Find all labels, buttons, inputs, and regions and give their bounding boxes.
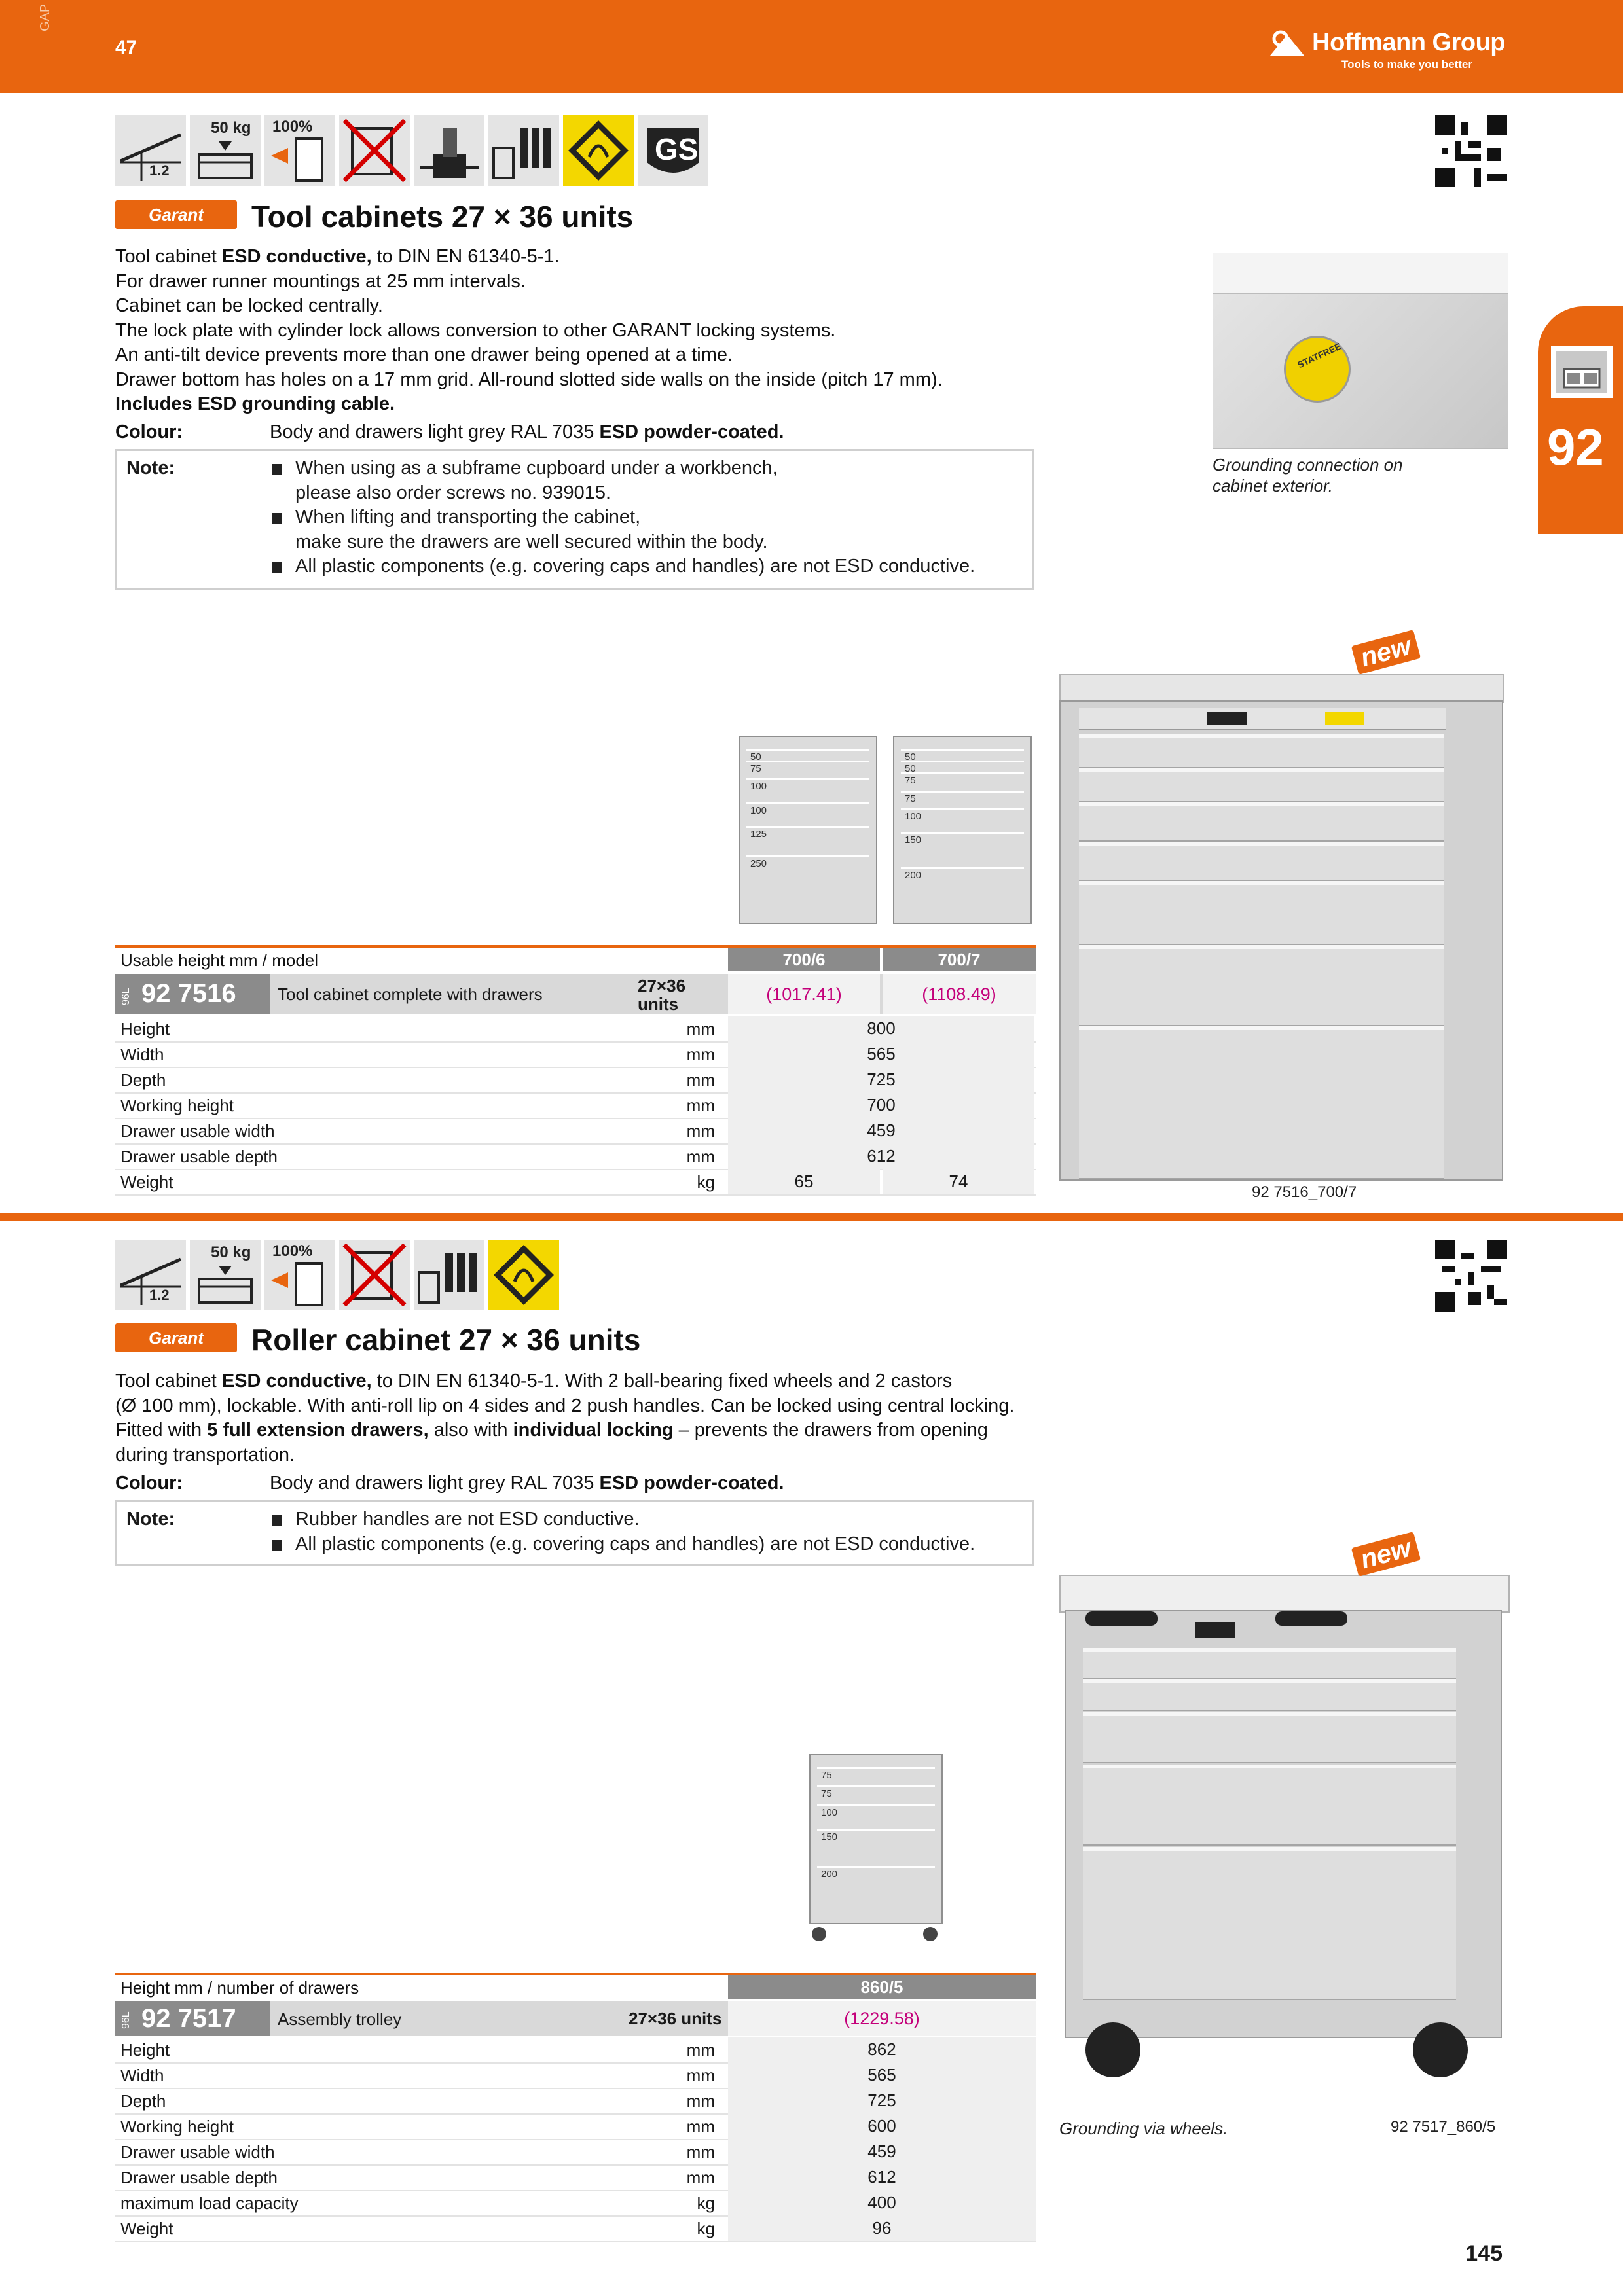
- note-item: Rubber handles are not ESD conductive.: [272, 1507, 975, 1532]
- drawer-line: [817, 1866, 935, 1868]
- cabinet-diagram-700-7: [893, 736, 1032, 924]
- page-header: [0, 0, 1623, 93]
- row-unit: kg: [697, 2193, 715, 2213]
- gs-certification-icon: [638, 115, 708, 186]
- row-label: Drawer usable width: [120, 2142, 275, 2162]
- feature-icons-2: [115, 1240, 559, 1310]
- table-row: [115, 2139, 1036, 2166]
- table-row: [115, 1118, 1036, 1145]
- hoffmann-logo-icon: [1269, 29, 1305, 57]
- drawer-line: [817, 1804, 935, 1806]
- row-unit: mm: [686, 2168, 715, 2187]
- anti-tilt-icon: [339, 1240, 410, 1310]
- table-row: [115, 1143, 1036, 1170]
- row-value: 565: [728, 1041, 1034, 1067]
- drawer-line: [901, 832, 1024, 834]
- row-label: maximum load capacity: [120, 2193, 299, 2213]
- price: (1017.41): [728, 974, 880, 1014]
- row-label: Width: [120, 2066, 164, 2085]
- drawer-height-label: 125: [750, 828, 767, 840]
- drawer-line: [817, 1829, 935, 1831]
- row-value: 65: [728, 1169, 880, 1194]
- side-tag: GAP: [38, 3, 52, 31]
- row-unit: mm: [686, 2091, 715, 2111]
- header-page-number: 47: [115, 37, 137, 58]
- full-extension-icon: 100%: [264, 115, 335, 186]
- drawer-height-label: 200: [821, 1868, 838, 1880]
- row-value: 459: [728, 1118, 1034, 1143]
- drawer-height-label: 100: [821, 1806, 838, 1818]
- row-unit: mm: [686, 1070, 715, 1090]
- article-number: 92 7516: [141, 979, 236, 1008]
- tilt-icon: 1.2: [115, 115, 186, 186]
- svg-text:GS: GS: [655, 132, 699, 166]
- table-row: [115, 2037, 1036, 2064]
- esd-icon: [563, 115, 634, 186]
- description-line: Drawer bottom has holes on a 17 mm grid. All-round slotted side walls on the inside (pitch 17 mm).: [115, 368, 943, 390]
- row-unit: kg: [697, 1172, 715, 1192]
- page-number: 145: [1465, 2241, 1503, 2266]
- spec-table-927517: Height mm / number of drawers 860/5 96L 92 7517 Assembly trolley 27×36 units (1229.58) Height mm 862 Width mm 565 Depth mm 725 Working height mm 600 Drawer usable width mm 459 Drawer usable depth mm 612 maximum load capacity kg 400 Weight kg 96: [115, 1973, 1036, 2248]
- row-label: Drawer usable depth: [120, 1147, 278, 1166]
- drawer-height-label: 150: [821, 1831, 838, 1843]
- description-line: The lock plate with cylinder lock allows conversion to other GARANT locking systems.: [115, 319, 836, 341]
- section2-notes: [272, 1507, 975, 1556]
- drawer-height-label: 75: [821, 1770, 832, 1781]
- drawer-line: [746, 749, 869, 751]
- description-line: Includes ESD grounding cable.: [115, 393, 395, 414]
- section1-title: Tool cabinets 27 × 36 units: [251, 200, 634, 234]
- table-row: [115, 2062, 1036, 2089]
- article-number: 92 7517: [141, 2004, 236, 2033]
- drawer-line: [746, 761, 869, 762]
- drawer-height-label: 50: [905, 751, 916, 762]
- new-badge: new: [1351, 1532, 1421, 1577]
- drawer-height-label: 75: [905, 775, 916, 787]
- esd-icon: [488, 1240, 559, 1310]
- drawer-line: [901, 749, 1024, 751]
- section1-note-box: Note: When using as a subframe cupboard under a workbench, please also order screws no. 939015. When lifting and transporting the cabinet, make sure the drawers are well secured within the body. All plastic components (e.g. covering caps and handles) are not ESD conductive.: [115, 449, 1034, 590]
- note-item: All plastic components (e.g. covering caps and handles) are not ESD conductive.: [272, 554, 975, 579]
- row-unit: mm: [686, 2066, 715, 2085]
- note-item: When using as a subframe cupboard under a workbench, please also order screws no. 939015.: [272, 456, 975, 505]
- drawer-line: [746, 855, 869, 857]
- qr-code-icon[interactable]: [1435, 115, 1507, 187]
- row-value: 600: [728, 2113, 1036, 2139]
- figure-id-2: 92 7517_860/5: [1391, 2118, 1496, 2136]
- brand-name: Hoffmann Group: [1312, 29, 1505, 56]
- row-label: Drawer usable depth: [120, 2168, 278, 2187]
- garant-badge: Garant: [115, 200, 237, 229]
- drawer-line: [901, 761, 1024, 762]
- row-value: 565: [728, 2062, 1036, 2088]
- row-unit: mm: [686, 2040, 715, 2060]
- drawer-line: [901, 867, 1024, 869]
- row-value: 700: [728, 1092, 1034, 1118]
- section-divider: [0, 1213, 1623, 1221]
- section1-notes: [272, 456, 975, 579]
- feature-icons-1: [115, 115, 708, 186]
- roller-cabinet-diagram: [809, 1754, 943, 1924]
- central-lock-icon: [414, 115, 484, 186]
- section2-title: Roller cabinet 27 × 36 units: [251, 1323, 641, 1357]
- drawer-height-label: 75: [821, 1788, 832, 1800]
- drawer-line: [817, 1785, 935, 1787]
- drawer-line: [746, 826, 869, 828]
- row-value: 612: [728, 1143, 1034, 1169]
- table-row: [115, 2190, 1036, 2217]
- row-label: Weight: [120, 2219, 173, 2238]
- wheel-icon: [923, 1927, 938, 1941]
- drawer-height-label: 100: [750, 781, 767, 793]
- cabinet-icon: [1551, 346, 1613, 398]
- individual-lock-icon: [414, 1240, 484, 1310]
- table-row: [115, 1092, 1036, 1119]
- row-value: 725: [728, 2088, 1036, 2113]
- row-label: Depth: [120, 1070, 166, 1090]
- chapter-tab[interactable]: [1538, 306, 1623, 534]
- row-label: Drawer usable width: [120, 1121, 275, 1141]
- row-label: Working height: [120, 2117, 234, 2136]
- drawer-line: [746, 802, 869, 804]
- description-line: Tool cabinet ESD conductive, to DIN EN 61340-5-1.: [115, 246, 560, 267]
- garant-badge: Garant: [115, 1323, 237, 1352]
- drawer-line: [901, 772, 1024, 774]
- row-label: Height: [120, 2040, 170, 2060]
- row-value: 74: [883, 1169, 1034, 1194]
- row-unit: mm: [686, 2142, 715, 2162]
- row-unit: mm: [686, 1147, 715, 1166]
- drawer-line: [901, 791, 1024, 793]
- drawer-height-label: 150: [905, 834, 922, 846]
- tilt-icon: 1.2: [115, 1240, 186, 1310]
- spec-table-927516: Usable height mm / model 700/6 700/7 96L 92 7516 Tool cabinet complete with drawers 27×36 units (1017.41) (1108.49) Height mm 800 Width mm 565 Depth mm 725 Working height mm 700 Drawer usable width mm 459 Drawer usable depth mm 612 Weight kg 65 74: [115, 945, 1036, 1198]
- row-value: 800: [728, 1016, 1034, 1041]
- row-unit: mm: [686, 1045, 715, 1064]
- drawer-line: [901, 808, 1024, 810]
- note-item: When lifting and transporting the cabinet, make sure the drawers are well secured within the body.: [272, 505, 975, 554]
- drawer-height-label: 100: [750, 804, 767, 816]
- chapter-number: 92: [1547, 418, 1604, 476]
- full-extension-icon: 100%: [264, 1240, 335, 1310]
- row-label: Depth: [120, 2091, 166, 2111]
- row-value: 862: [728, 2037, 1036, 2062]
- drawer-height-label: 50: [750, 751, 761, 762]
- slotted-walls-icon: [488, 115, 559, 186]
- table-row: [115, 1041, 1036, 1068]
- section2-note-box: Note: Rubber handles are not ESD conductive. All plastic components (e.g. covering caps and handles) are not ESD conductive.: [115, 1500, 1034, 1566]
- cabinet-diagram-700-6: [739, 736, 877, 924]
- wheel-icon: [812, 1927, 826, 1941]
- brand-claim: Tools to make you better: [1341, 58, 1472, 71]
- anti-tilt-icon: [339, 115, 410, 186]
- article-row[interactable]: 96L 92 7516 Tool cabinet complete with drawers 27×36 units (1017.41) (1108.49): [115, 974, 1036, 1014]
- load-icon: 50 kg: [190, 1240, 261, 1310]
- new-badge: new: [1351, 630, 1421, 675]
- brand-logo: [1269, 29, 1505, 71]
- row-value: 459: [728, 2139, 1036, 2164]
- row-label: Working height: [120, 1096, 234, 1115]
- drawer-line: [817, 1767, 935, 1769]
- row-unit: mm: [686, 2117, 715, 2136]
- table-row: [115, 2164, 1036, 2191]
- description-line: Cabinet can be locked centrally.: [115, 295, 383, 316]
- drawer-height-label: 75: [750, 763, 761, 775]
- drawer-line: [746, 778, 869, 780]
- table-row: [115, 1169, 1036, 1196]
- drawer-height-label: 50: [905, 763, 916, 775]
- grounding-caption: Grounding connection on cabinet exterior.: [1213, 455, 1403, 495]
- description-line: An anti-tilt device prevents more than one drawer being opened at a time.: [115, 344, 733, 365]
- grounding-photo: STATFREE: [1213, 253, 1508, 449]
- table-row: [115, 2113, 1036, 2140]
- wheels-caption: Grounding via wheels.: [1059, 2119, 1228, 2138]
- table-row: [115, 1067, 1036, 1094]
- row-value: 612: [728, 2164, 1036, 2190]
- row-unit: mm: [686, 1121, 715, 1141]
- table-row: [115, 1016, 1036, 1043]
- row-value: 96: [728, 2215, 1036, 2241]
- load-icon: 50 kg: [190, 115, 261, 186]
- section2-description: Tool cabinet ESD conductive, to DIN EN 61340-5-1. With 2 ball-bearing fixed wheels and 2 castors (Ø 100 mm), lockable. With anti-roll lip on 4 sides and 2 push handles. Can be locked using central locking. Fitted with 5 full extension drawers, also with individual locking – prevents the drawers from opening during transportation.: [115, 1371, 1015, 1465]
- table-row: [115, 2215, 1036, 2242]
- drawer-height-label: 100: [905, 810, 922, 822]
- row-unit: mm: [686, 1019, 715, 1039]
- row-label: Weight: [120, 1172, 173, 1192]
- price: (1108.49): [883, 974, 1036, 1014]
- price: (1229.58): [728, 2001, 1036, 2036]
- drawer-height-label: 250: [750, 858, 767, 870]
- table-row: [115, 2088, 1036, 2115]
- row-value: 400: [728, 2190, 1036, 2215]
- row-unit: kg: [697, 2219, 715, 2238]
- row-unit: mm: [686, 1096, 715, 1115]
- figure-id-1: 92 7516_700/7: [1252, 1183, 1357, 1201]
- row-value: 725: [728, 1067, 1034, 1092]
- section1-colour: Colour: Body and drawers light grey RAL 7035 ESD powder-coated.: [115, 422, 784, 442]
- row-label: Width: [120, 1045, 164, 1064]
- row-label: Height: [120, 1019, 170, 1039]
- note-item: All plastic components (e.g. covering caps and handles) are not ESD conductive.: [272, 1532, 975, 1557]
- section1-description: [115, 245, 1163, 417]
- description-line: For drawer runner mountings at 25 mm intervals.: [115, 270, 526, 292]
- qr-code-icon[interactable]: [1435, 1240, 1507, 1312]
- section2-colour: Colour: Body and drawers light grey RAL 7035 ESD powder-coated.: [115, 1473, 784, 1494]
- drawer-height-label: 75: [905, 793, 916, 804]
- drawer-height-label: 200: [905, 870, 922, 882]
- article-row[interactable]: 96L 92 7517 Assembly trolley 27×36 units (1229.58): [115, 2001, 1036, 2036]
